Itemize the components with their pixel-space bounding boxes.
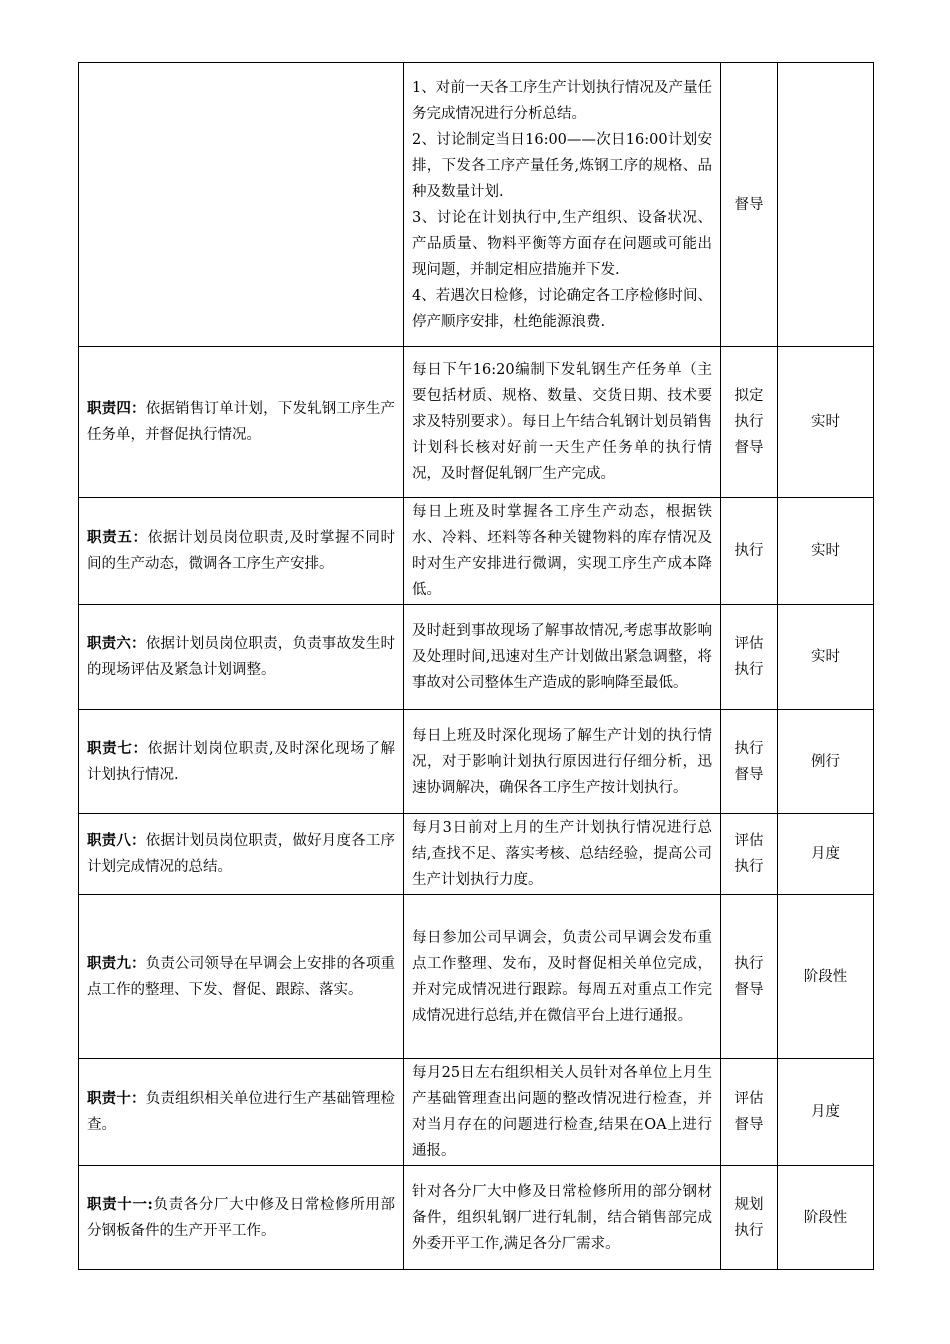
duty-text: 依据计划岗位职责,及时深化现场了解计划执行情况.: [87, 740, 396, 783]
type-text: 评估: [734, 1091, 764, 1107]
duty-cell: [79, 1059, 404, 1166]
type-text: 评估: [734, 833, 764, 849]
duty-text: 依据计划员岗位职责，负责事故发生时的现场评估及紧急计划调整。: [87, 636, 396, 678]
table-row: [79, 895, 874, 1059]
duty-label: 职责四：: [87, 400, 146, 417]
frequency-cell: 实时: [778, 347, 874, 498]
table-row: [79, 63, 874, 347]
type-text: 评估: [734, 636, 764, 652]
duty-cell: [79, 605, 404, 710]
duty-label: 职责六：: [87, 635, 146, 652]
content-cell: [404, 498, 721, 605]
content-cell: [404, 1059, 721, 1166]
type-text: 执行: [734, 543, 764, 559]
content-cell: [404, 710, 721, 814]
frequency-cell: 月度: [778, 1059, 874, 1166]
type-text: 执行: [734, 662, 764, 678]
content-paragraph: 2、讨论制定当日16:00——次日16:00计划安排，下发各工序产量任务,炼钢工序的规格、品种及数量计划.: [412, 131, 712, 200]
content-paragraph: 每日上班及时深化现场了解生产计划的执行情况，对于影响计划执行原因进行仔细分析，迅速协调解决，确保各工序生产按计划执行。: [412, 727, 712, 796]
table-row: [79, 347, 874, 498]
table-row: [79, 710, 874, 814]
content-paragraph: 每月3日前对上月的生产计划执行情况进行总结,查找不足、落实考核、总结经验，提高公司生产计划执行力度。: [412, 820, 712, 888]
duty-label: 职责九：: [87, 954, 146, 972]
duty-text: 依据计划员岗位职责，做好月度各工序计划完成情况的总结。: [87, 833, 396, 875]
duty-text: 依据销售订单计划，下发轧钢工序生产任务单，并督促执行情况。: [87, 401, 396, 443]
type-text: 督导: [734, 1117, 764, 1133]
type-text: 拟定: [734, 388, 764, 404]
content-paragraph: 每日下午16:20编制下发轧钢生产任务单（主要包括材质、规格、数量、交货日期、技术要求及特别要求）。每日上午结合轧钢计划员销售计划科长核对好前一天生产任务单的执行情况，及时督促轧钢厂生产完成。: [412, 362, 712, 482]
type-text: 执行: [734, 414, 764, 430]
duty-table: [78, 62, 874, 1270]
table-row: [79, 498, 874, 605]
type-cell: [721, 347, 778, 498]
type-cell: [721, 63, 778, 347]
content-cell: [404, 63, 721, 347]
type-cell: [721, 605, 778, 710]
type-text: 执行: [734, 955, 764, 972]
type-cell: [721, 1059, 778, 1166]
duty-cell: [79, 814, 404, 895]
type-text: 执行: [734, 859, 764, 875]
type-text: 规划: [734, 1196, 764, 1213]
duty-label: 职责十一:: [87, 1195, 153, 1213]
content-cell: [404, 605, 721, 710]
type-text: 督导: [734, 440, 764, 456]
frequency-cell: 月度: [778, 814, 874, 895]
content-paragraph: 1、对前一天各工序生产计划执行情况及产量任务完成情况进行分析总结。: [412, 79, 712, 122]
duty-text: 依据计划员岗位职责,及时掌握不同时间的生产动态，微调各工序生产安排。: [87, 530, 396, 572]
type-text: 督导: [734, 981, 764, 998]
content-paragraph: 每月25日左右组织相关人员针对各单位上月生产基础管理查出问题的整改情况进行检查，并对当月存在的问题进行检查,结果在OA上进行通报。: [412, 1065, 712, 1159]
duty-text: 负责各分厂大中修及日常检修所用部分钢板备件的生产开平工作。: [87, 1196, 396, 1239]
content-cell: [404, 1166, 721, 1270]
duty-text: 负责组织相关单位进行生产基础管理检查。: [87, 1091, 396, 1133]
table-row: [79, 814, 874, 895]
duty-cell: [79, 895, 404, 1059]
frequency-cell: 例行: [778, 710, 874, 814]
type-text: 执行: [734, 740, 764, 757]
type-cell: [721, 710, 778, 814]
type-cell: [721, 1166, 778, 1270]
frequency-cell: 实时: [778, 605, 874, 710]
type-cell: [721, 814, 778, 895]
duty-text: 负责公司领导在早调会上安排的各项重点工作的整理、下发、督促、跟踪、落实。: [87, 955, 396, 998]
content-paragraph: 3、讨论在计划执行中,生产组织、设备状况、产品质量、物料平衡等方面存在问题或可能出现问题，并制定相应措施并下发.: [412, 209, 712, 278]
table-row: [79, 605, 874, 710]
duty-label: 职责五：: [87, 529, 148, 546]
content-paragraph: 针对各分厂大中修及日常检修所用的部分钢材备件，组织轧钢厂进行轧制，结合销售部完成外委开平工作,满足各分厂需求。: [412, 1183, 712, 1252]
type-text: 督导: [734, 766, 764, 783]
content-paragraph: 4、若遇次日检修，讨论确定各工序检修时间、停产顺序安排，杜绝能源浪费.: [412, 287, 712, 330]
duty-cell: [79, 347, 404, 498]
duty-label: 职责十：: [87, 1090, 146, 1107]
content-paragraph: 每日上班及时掌握各工序生产动态，根据铁水、冷料、坯料等各种关键物料的库存情况及时对生产安排进行微调，实现工序生产成本降低。: [412, 504, 712, 598]
duty-cell: [79, 498, 404, 605]
table-row: [79, 1059, 874, 1166]
content-paragraph: 每日参加公司早调会，负责公司早调会发布重点工作整理、发布，及时督促相关单位完成，并对完成情况进行跟踪。每周五对重点工作完成情况进行总结,并在微信平台上进行通报。: [412, 929, 712, 1024]
content-cell: [404, 895, 721, 1059]
content-paragraph: 及时赶到事故现场了解事故情况,考虑事故影响及处理时间,迅速对生产计划做出紧急调整，将事故对公司整体生产造成的影响降至最低。: [412, 623, 712, 691]
duty-cell: [79, 63, 404, 347]
duty-cell: [79, 1166, 404, 1270]
type-text: 执行: [734, 1222, 764, 1239]
frequency-cell: 阶段性: [778, 1166, 874, 1270]
type-text: 督导: [734, 196, 764, 213]
duty-label: 职责七：: [87, 739, 148, 757]
duty-label: 职责八：: [87, 832, 146, 849]
duty-cell: [79, 710, 404, 814]
frequency-cell: [778, 63, 874, 347]
type-cell: [721, 895, 778, 1059]
content-cell: [404, 814, 721, 895]
frequency-cell: 实时: [778, 498, 874, 605]
table-row: [79, 1166, 874, 1270]
content-cell: [404, 347, 721, 498]
type-cell: [721, 498, 778, 605]
frequency-cell: 阶段性: [778, 895, 874, 1059]
